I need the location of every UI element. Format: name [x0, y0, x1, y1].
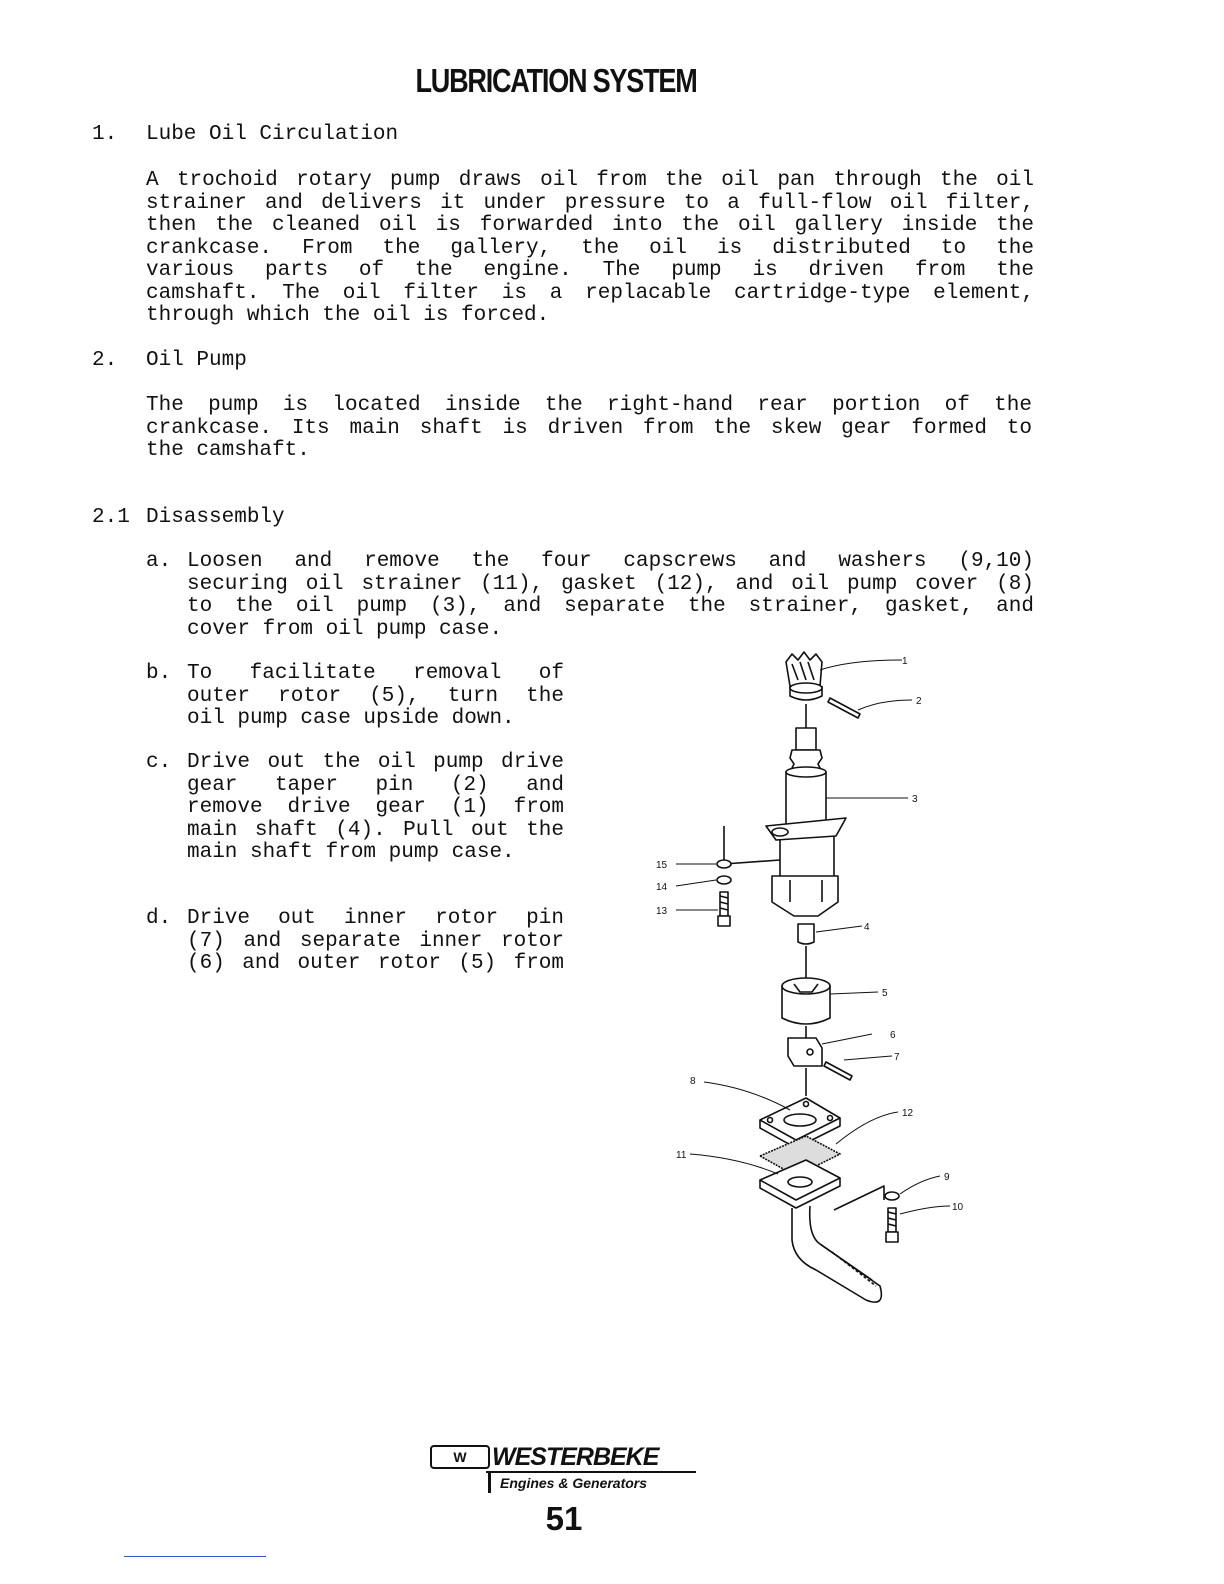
callout-label: 1 — [902, 656, 908, 667]
paragraph-line: camshaft. The oil filter is a replacable cartridge-type element, — [146, 281, 1034, 305]
logo-mark: W — [430, 1445, 490, 1469]
step-letter: d. — [146, 907, 172, 930]
callout-label: 7 — [894, 1052, 900, 1063]
step-text — [187, 908, 564, 976]
section-paragraph — [146, 170, 1034, 328]
section-heading: Disassembly — [146, 506, 285, 529]
page-title: LUBRICATION SYSTEM — [415, 62, 697, 99]
callout-label: 9 — [944, 1172, 950, 1183]
step-letter: b. — [146, 662, 172, 685]
section-number: 2.1 — [92, 506, 130, 529]
step-text — [187, 663, 564, 731]
step-line: (7) and separate inner rotor — [187, 929, 564, 953]
callout-label: 3 — [912, 794, 918, 805]
callout-label: 2 — [916, 696, 922, 707]
step-line: oil pump case upside down. — [187, 707, 515, 730]
step-text — [187, 752, 564, 865]
step-line: to the oil pump (3), and separate the strainer, gasket, and — [187, 595, 1034, 618]
paragraph-line: strainer and delivers it under pressure to a full-flow oil filter, — [146, 191, 1034, 215]
callout-label: 4 — [864, 922, 870, 933]
step-text — [187, 551, 1034, 641]
drive-gear-part — [786, 652, 822, 700]
brand-name: WESTERBEKE — [492, 1443, 659, 1471]
paragraph-line: A trochoid rotary pump draws oil from the oil pan through the oil — [146, 169, 1034, 192]
callout-label: 5 — [882, 988, 888, 999]
callout-label: 15 — [656, 860, 668, 871]
callout-label: 6 — [890, 1030, 896, 1041]
section-heading: Oil Pump — [146, 349, 247, 372]
callout-label: 10 — [952, 1202, 964, 1213]
section-paragraph — [146, 395, 1032, 463]
step-line: cover from oil pump case. — [187, 617, 503, 641]
oil-pump-exploded-diagram — [640, 640, 980, 1320]
step-line: main shaft (4). Pull out the — [187, 818, 564, 842]
step-line: remove drive gear (1) from — [187, 796, 564, 819]
logo-stem — [488, 1471, 491, 1493]
westerbeke-logo — [430, 1443, 700, 1503]
paragraph-line: The pump is located inside the right-hand rear portion of the — [146, 394, 1032, 417]
inner-rotor-part — [788, 1038, 822, 1066]
step-line: (6) and outer rotor (5) from — [187, 952, 564, 975]
rotor-pin-part — [824, 1062, 852, 1080]
page-number: 51 — [545, 1500, 583, 1537]
paragraph-line: various parts of the engine. The pump is driven from the — [146, 259, 1034, 282]
step-line: Drive out the oil pump drive — [187, 751, 564, 774]
step-line: gear taper pin (2) and — [187, 773, 564, 797]
callout-label: 11 — [676, 1150, 687, 1161]
section-heading: Lube Oil Circulation — [146, 123, 399, 146]
step-line: securing oil strainer (11), gasket (12), and oil pump cover (8) — [187, 572, 1034, 596]
bottom-rule — [124, 1556, 266, 1557]
section-number: 1. — [92, 123, 118, 146]
paragraph-line: crankcase. From the gallery, the oil is distributed to the — [146, 236, 1034, 260]
logo-rule — [486, 1471, 696, 1473]
step-line: Drive out inner rotor pin — [187, 907, 564, 930]
step-line: outer rotor (5), turn the — [187, 684, 564, 708]
callout-label: 13 — [656, 906, 668, 917]
step-line: Loosen and remove the four capscrews and washers (9,10) — [187, 550, 1034, 573]
section-number: 2. — [92, 349, 118, 372]
paragraph-line: crankcase. Its main shaft is driven from the skew gear formed to — [146, 416, 1032, 440]
step-letter: a. — [146, 550, 172, 573]
step-line: main shaft from pump case. — [187, 841, 515, 864]
brand-tagline: Engines & Generators — [500, 1475, 648, 1491]
callout-label: 8 — [690, 1076, 696, 1087]
callout-label: 12 — [902, 1108, 914, 1119]
paragraph-line: the camshaft. — [146, 439, 310, 462]
step-letter: c. — [146, 751, 172, 774]
paragraph-line: then the cleaned oil is forwarded into the oil gallery inside the — [146, 214, 1034, 237]
callout-label: 14 — [656, 882, 668, 893]
taper-pin-part — [828, 698, 860, 718]
step-line: To facilitate removal of — [187, 662, 564, 685]
paragraph-line: through which the oil is forced. — [146, 304, 550, 327]
main-shaft-part — [798, 924, 814, 944]
outer-rotor-part — [782, 978, 830, 1024]
